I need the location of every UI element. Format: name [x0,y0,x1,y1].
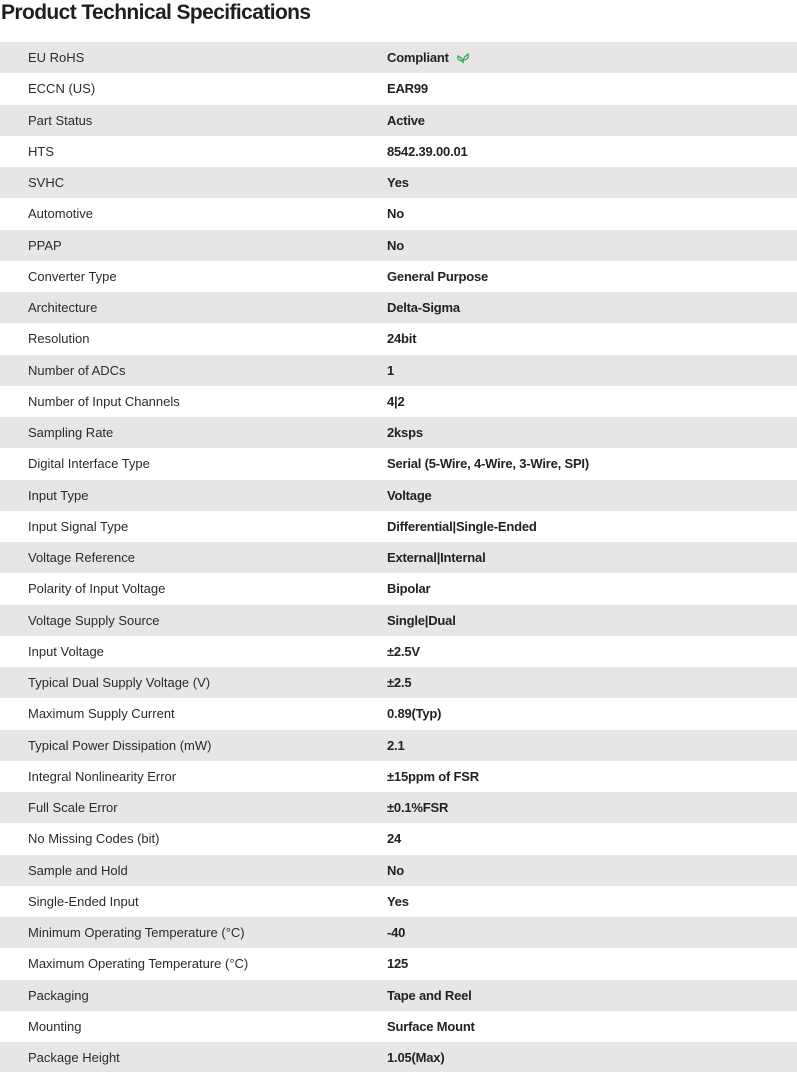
spec-value: ±15ppm of FSR [387,768,479,784]
spec-value: 24 [387,831,402,847]
spec-label: Digital Interface Type [28,456,150,472]
spec-label: Resolution [28,331,90,347]
spec-label: Architecture [28,300,98,316]
table-row [0,1042,797,1072]
table-row [0,73,797,104]
spec-value: Single|Dual [387,612,456,628]
spec-label: Full Scale Error [28,800,118,816]
spec-label: Voltage Supply Source [28,612,160,628]
table-row [0,542,797,573]
spec-value-text: Compliant [387,50,449,66]
table-row [0,698,797,729]
spec-label: Sampling Rate [28,425,114,441]
table-row [0,667,797,698]
spec-label: Maximum Operating Temperature (°C) [28,956,249,972]
spec-label: Mounting [28,1018,82,1034]
spec-label: EU RoHS [28,50,85,66]
spec-value: 8542.39.00.01 [387,143,468,159]
spec-value: Yes [387,893,409,909]
table-row [0,761,797,792]
spec-label: Package Height [28,1050,120,1066]
spec-label: Part Status [28,112,93,128]
table-row [0,605,797,636]
spec-label: Voltage Reference [28,550,135,566]
spec-value: ±2.5 [387,675,412,691]
spec-label: Maximum Supply Current [28,706,175,722]
table-row [0,230,797,261]
spec-label: Polarity of Input Voltage [28,581,166,597]
spec-value: External|Internal [387,550,486,566]
table-row [0,386,797,417]
spec-label: Number of ADCs [28,362,126,378]
spec-value: No [387,206,404,222]
spec-label: Input Signal Type [28,518,129,534]
spec-value: Delta-Sigma [387,300,460,316]
spec-label: No Missing Codes (bit) [28,831,160,847]
table-row [0,886,797,917]
page-title: Product Technical Specifications [1,1,311,24]
spec-value: 2ksps [387,425,423,441]
spec-value [387,50,470,65]
spec-label: Typical Dual Supply Voltage (V) [28,675,211,691]
spec-label: Integral Nonlinearity Error [28,768,177,784]
spec-value: 2.1 [387,737,405,753]
table-row [0,480,797,511]
table-row [0,136,797,167]
spec-value: 125 [387,956,409,972]
spec-value: 1 [387,362,395,378]
spec-label: Single-Ended Input [28,893,139,909]
spec-label: ECCN (US) [28,81,96,97]
table-row [0,792,797,823]
spec-label: Minimum Operating Temperature (°C) [28,925,245,941]
spec-value: Yes [387,175,409,191]
table-row [0,292,797,323]
table-row [0,1011,797,1042]
spec-table [0,42,797,1072]
table-row [0,511,797,542]
spec-label: Typical Power Dissipation (mW) [28,737,212,753]
spec-value: Serial (5-Wire, 4-Wire, 3-Wire, SPI) [387,456,589,472]
table-row [0,980,797,1011]
spec-value: EAR99 [387,81,428,97]
spec-value: Voltage [387,487,432,503]
spec-value: ±0.1%FSR [387,800,449,816]
spec-label: HTS [28,143,54,159]
table-row [0,948,797,979]
spec-value: Surface Mount [387,1018,475,1034]
spec-value: No [387,862,404,878]
table-row [0,198,797,229]
table-row [0,573,797,604]
spec-value: 0.89(Typ) [387,706,442,722]
spec-label: Input Type [28,487,89,503]
table-row [0,730,797,761]
spec-label: SVHC [28,175,65,191]
table-row [0,323,797,354]
leaf-icon [456,52,470,64]
spec-value: -40 [387,925,406,941]
spec-value: Active [387,112,425,128]
table-row [0,355,797,386]
spec-value: 1.05(Max) [387,1050,445,1066]
spec-label: Input Voltage [28,643,104,659]
table-row [0,167,797,198]
spec-label: Number of Input Channels [28,393,180,409]
spec-value: Tape and Reel [387,987,472,1003]
table-row [0,417,797,448]
spec-label: Sample and Hold [28,862,128,878]
spec-label: Converter Type [28,268,117,284]
spec-value: Bipolar [387,581,431,597]
table-row [0,448,797,479]
table-row [0,917,797,948]
table-row [0,636,797,667]
spec-label: Automotive [28,206,94,222]
table-row [0,42,797,73]
spec-label: Packaging [28,987,89,1003]
spec-value: 4|2 [387,393,405,409]
spec-label: PPAP [28,237,62,253]
spec-value: 24bit [387,331,417,347]
table-row [0,855,797,886]
table-row [0,105,797,136]
spec-value: General Purpose [387,268,489,284]
table-row [0,823,797,854]
spec-value: No [387,237,404,253]
spec-value: ±2.5V [387,643,420,659]
table-row [0,261,797,292]
spec-value: Differential|Single-Ended [387,518,537,534]
